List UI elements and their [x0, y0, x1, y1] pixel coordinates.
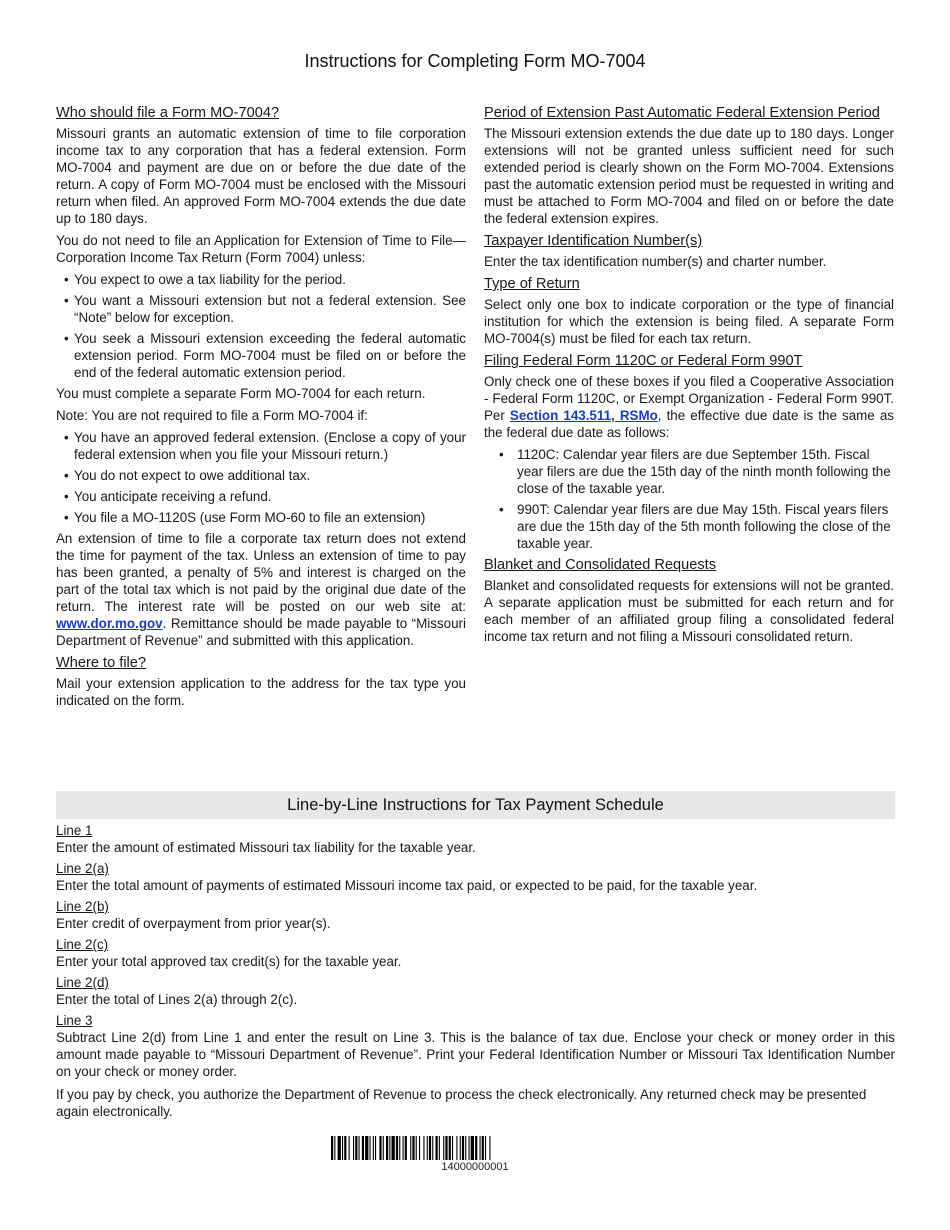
- period-heading: Period of Extension Past Automatic Federal Extension Period: [484, 105, 880, 121]
- line-2d-text: Enter the total of Lines 2(a) through 2(c).: [56, 992, 298, 1007]
- period-text: The Missouri extension extends the due date up to 180 days. Longer extensions will not be granted unless sufficient need for such extended period is clearly shown on the Form MO-7004. Extensions past the automatic extension period must be requested in writing and must be attached to Form MO-7004 and filed on or before the date the federal extension expires.: [484, 126, 894, 226]
- list-item: • 990T: Calendar year filers are due May 15th. Fiscal years filers are due the 15th day of the 5th month following the close of the taxable year.: [499, 502, 891, 551]
- barcode-bars-icon: [331, 1136, 619, 1160]
- list-item: • 1120C: Calendar year filers are due September 15th. Fiscal year filers are due the 15th day of the ninth month following the close of the taxable year.: [499, 447, 891, 496]
- check-note: If you pay by check, you authorize the Department of Revenue to process the check electronically. Any returned check may be presented again electronically.: [56, 1087, 867, 1119]
- line-2c-text: Enter your total approved tax credit(s) for the taxable year.: [56, 954, 402, 969]
- due-date-list: [484, 446, 894, 552]
- who-paragraph-2: You do not need to file an Application for Extension of Time to File—Corporation Income Tax Return (Form 7004) unless:: [56, 233, 466, 265]
- list-item: • You seek a Missouri extension exceeding the federal automatic extension period. Form MO-7004 must be filed on or before the end of the federal automatic extension period.: [64, 331, 466, 380]
- line-2c-label: Line 2(c): [56, 937, 109, 952]
- taxpayer-text: Enter the tax identification number(s) and charter number.: [484, 254, 827, 269]
- filing-heading: Filing Federal Form 1120C or Federal Form 990T: [484, 353, 803, 369]
- page-title: Instructions for Completing Form MO-7004: [304, 51, 646, 71]
- line-3-label: Line 3: [56, 1013, 93, 1028]
- who-paragraph-1: Missouri grants an automatic extension of time to file corporation income tax to any corporation that has a federal extension. Form MO-7004 and payment are due on or before the due date of the return. A copy of Form MO-7004 must be enclosed with the Missouri return when filed. An approved Form MO-7004 extends the due date up to 180 days.: [56, 126, 466, 226]
- who-heading: Who should file a Form MO-7004?: [56, 105, 280, 121]
- line-2b-label: Line 2(b): [56, 899, 109, 914]
- schedule-heading: Line-by-Line Instructions for Tax Payment Schedule: [287, 796, 664, 814]
- line-2a-label: Line 2(a): [56, 861, 109, 876]
- where-heading: Where to file?: [56, 655, 147, 671]
- where-text: Mail your extension application to the address for the tax type you indicated on the form.: [56, 676, 466, 708]
- type-text: Select only one box to indicate corporation or the type of financial institution for which the extension is being filed. A separate Form MO-7004(s) must be filed for each tax return.: [484, 297, 894, 346]
- line-3-text: Subtract Line 2(d) from Line 1 and enter the result on Line 3. This is the balance of tax due. Enclose your check or money order in this amount made payable to “Missouri Department of Revenue”. Print your Federal Identification Number or Missouri Tax Identification Number on your check or money order.: [56, 1030, 895, 1079]
- list-item: • You anticipate receiving a refund.: [64, 489, 272, 504]
- list-item: • You file a MO-1120S (use Form MO-60 to file an extension): [64, 510, 426, 525]
- left-column: [56, 104, 466, 714]
- barcode-number: 14000000001: [441, 1161, 509, 1173]
- extension-payment-paragraph: An extension of time to file a corporate tax return does not extend the time for payment of the tax. Unless an extension of time to pay has been granted, a penalty of 5% and interest is charged on the part of the total tax which is not paid by the original due date of the return. The interest rate will be posted on our web site at: www.dor.mo.gov. Remittance should be made payable to “Missouri Department of Revenue” and submitted with this application.: [56, 531, 466, 648]
- note-text: Note: You are not required to file a Form MO-7004 if:: [56, 408, 368, 423]
- list-item: • You have an approved federal extension. (Enclose a copy of your federal extension when you file your Missouri return.): [64, 430, 466, 462]
- schedule-header-band: [56, 791, 895, 819]
- line-2b-text: Enter credit of overpayment from prior year(s).: [56, 916, 331, 931]
- barcode: [330, 1136, 620, 1173]
- unless-list: [56, 271, 466, 381]
- list-item: • You want a Missouri extension but not a federal extension. See “Note” below for exception.: [64, 293, 466, 325]
- blanket-text: Blanket and consolidated requests for extensions will not be granted. A separate application must be submitted for each return and for each member of an affiliated group filing a consolidated federal income tax return and not filing a Missouri consolidated return.: [484, 578, 894, 644]
- list-item: • You expect to owe a tax liability for the period.: [64, 272, 346, 287]
- taxpayer-heading: Taxpayer Identification Number(s): [484, 233, 703, 249]
- separate-form-text: You must complete a separate Form MO-7004 for each return.: [56, 386, 426, 401]
- schedule-lines: [56, 822, 895, 1124]
- section-143-511-link[interactable]: Section 143.511, RSMo: [509, 408, 658, 423]
- blanket-heading: Blanket and Consolidated Requests: [484, 557, 717, 573]
- type-heading: Type of Return: [484, 276, 580, 292]
- line-2d-label: Line 2(d): [56, 975, 109, 990]
- note-list: [56, 429, 466, 526]
- dor-website-link[interactable]: www.dor.mo.gov: [56, 616, 163, 631]
- right-column: [484, 104, 894, 650]
- list-item: • You do not expect to owe additional tax.: [64, 468, 311, 483]
- filing-text: Only check one of these boxes if you filed a Cooperative Association - Federal Form 1120C, or Exempt Organization - Federal Form 990T. Per Section 143.511, RSMo, the effective due date is the same as the federal due date as follows:: [484, 374, 894, 440]
- line-2a-text: Enter the total amount of payments of estimated Missouri income tax paid, or expected to be paid, for the taxable year.: [56, 878, 758, 893]
- line-1-label: Line 1: [56, 823, 93, 838]
- line-1-text: Enter the amount of estimated Missouri tax liability for the taxable year.: [56, 840, 476, 855]
